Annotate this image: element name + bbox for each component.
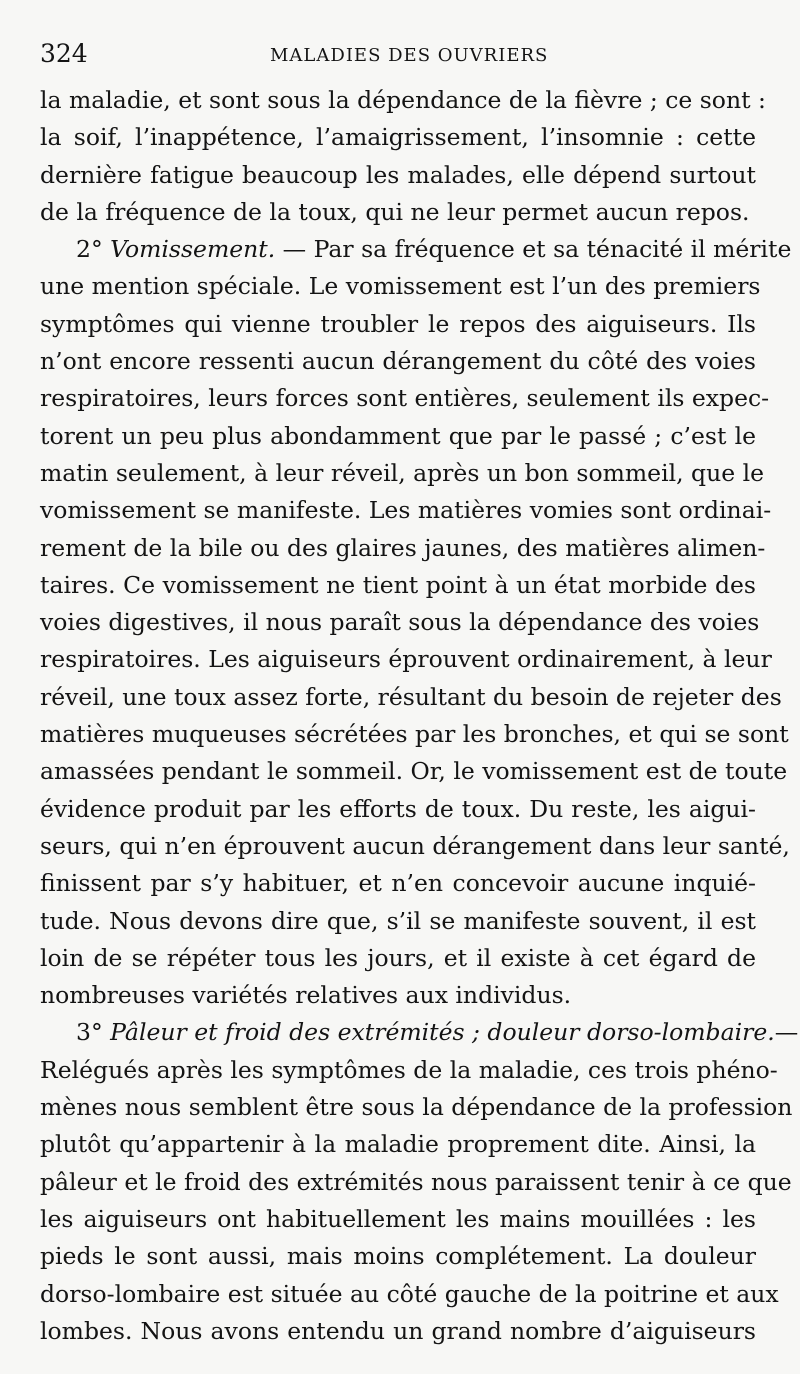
text-line: les aiguiseurs ont habituellement les mains mouillées : les (40, 1204, 756, 1233)
text-line: plutôt qu’appartenir à la maladie proprement dite. Ainsi, la (40, 1130, 756, 1159)
section-heading-paleur: 3° Pâleur et froid des extrémités ; douleur dorso-lombaire.— (76, 1018, 799, 1047)
text-line: vomissement se manifeste. Les matières vomies sont ordinai- (40, 496, 772, 525)
page-number: 324 (40, 39, 88, 68)
text-line: lombes. Nous avons entendu un grand nombre d’aiguiseurs (40, 1316, 756, 1345)
text-line: seurs, qui n’en éprouvent aucun dérangement dans leur santé, (40, 831, 790, 860)
text-line: de la fréquence de la toux, qui ne leur permet aucun repos. (40, 197, 750, 226)
text-line: matières muqueuses sécrétées par les bronches, et qui se sont (40, 720, 789, 749)
text-line: loin de se répéter tous les jours, et il existe à cet égard de (40, 943, 756, 972)
text-line: symptômes qui vienne troubler le repos des aiguiseurs. Ils (40, 309, 756, 338)
text-line: nombreuses variétés relatives aux individus. (40, 981, 572, 1010)
text-line: amassées pendant le sommeil. Or, le vomissement est de toute (40, 757, 788, 786)
section-heading-vomissement: 2° Vomissement. — Par sa fréquence et sa ténacité il mérite (76, 235, 792, 264)
text-line: dorso-lombaire est située au côté gauche de la poitrine et aux (40, 1279, 779, 1308)
text-line: tude. Nous devons dire que, s’il se manifeste souvent, il est (40, 906, 756, 935)
page-header (40, 38, 760, 78)
text-line: finissent par s’y habituer, et n’en concevoir aucune inquié- (40, 869, 756, 898)
text-line: rement de la bile ou des glaires jaunes, des matières alimen- (40, 533, 766, 562)
text-line: Relégués après les symptômes de la maladie, ces trois phéno- (40, 1055, 778, 1084)
text-line: réveil, une toux assez forte, résultant du besoin de rejeter des (40, 682, 782, 711)
body-text (40, 82, 799, 1350)
text-line: torent un peu plus abondamment que par le passé ; c’est le (40, 421, 756, 450)
text-line: une mention spéciale. Le vomissement est l’un des premiers (40, 272, 761, 301)
text-line: respiratoires, leurs forces sont entières, seulement ils expec- (40, 384, 770, 413)
running-head: MALADIES DES OUVRIERS (270, 45, 549, 66)
section-title-paleur: Pâleur et froid des extrémités ; douleur dorso-lombaire. (110, 1018, 775, 1047)
text-line: n’ont encore ressenti aucun dérangement du côté des voies (40, 347, 756, 376)
text-line: respiratoires. Les aiguiseurs éprouvent ordinairement, à leur (40, 645, 772, 674)
text-line: pieds le sont aussi, mais moins complétement. La douleur (40, 1242, 756, 1271)
text-line: voies digestives, il nous paraît sous la dépendance des voies (40, 608, 760, 637)
text-line: la soif, l’inappétence, l’amaigrissement, l’insomnie : cette (40, 123, 756, 152)
text-line: taires. Ce vomissement ne tient point à un état morbide des (40, 570, 756, 599)
text-line: la maladie, et sont sous la dépendance de la fièvre ; ce sont : (40, 86, 766, 114)
text-line: dernière fatigue beaucoup les malades, elle dépend surtout (40, 160, 756, 189)
text-line: pâleur et le froid des extrémités nous paraissent tenir à ce que (40, 1167, 792, 1196)
text-line: matin seulement, à leur réveil, après un bon sommeil, que le (40, 458, 765, 487)
text-line: mènes nous semblent être sous la dépendance de la profession (40, 1093, 793, 1122)
section-title-vomissement: Vomissement. (110, 235, 276, 264)
text-line: évidence produit par les efforts de toux. Du reste, les aigui- (40, 794, 756, 823)
